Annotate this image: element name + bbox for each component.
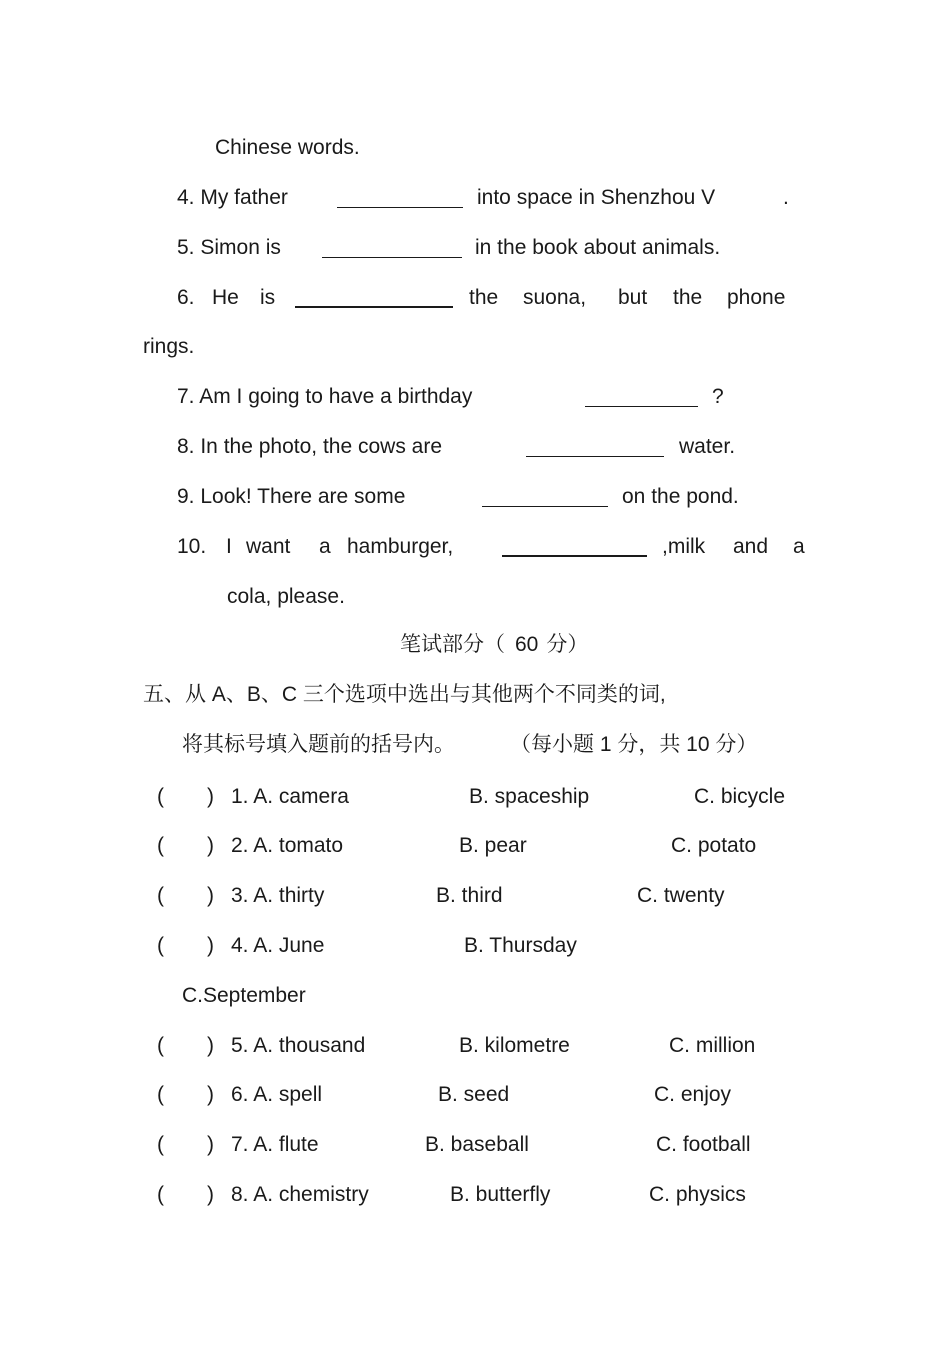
answer-bracket-close[interactable]: ): [207, 834, 214, 857]
section-title-label: 笔试部分（: [400, 633, 505, 656]
q10-continuation: cola, please.: [227, 585, 345, 608]
part5-score-note: （每小题 1 分，共 10 分）: [510, 733, 758, 756]
section-title: [400, 634, 588, 655]
answer-bracket-close[interactable]: ): [207, 1034, 214, 1057]
option-c: C. million: [669, 1034, 756, 1057]
part5-instruction: 将其标号填入题前的括号内。: [182, 733, 455, 756]
option-b: B. baseball: [425, 1133, 529, 1156]
q9-answer-blank[interactable]: [482, 506, 608, 507]
q10-answer-blank[interactable]: [502, 555, 647, 557]
section-points-unit: 分）: [546, 633, 589, 656]
q7-prompt: 7. Am I going to have a birthday: [177, 385, 473, 408]
q10-word: a: [319, 535, 331, 558]
q4-prompt: 4. My father: [177, 186, 288, 209]
q9-prompt: 9. Look! There are some: [177, 485, 406, 508]
option-b: B. kilometre: [459, 1034, 570, 1057]
q5-answer-blank[interactable]: [322, 257, 462, 258]
q7-answer-blank[interactable]: [585, 406, 698, 407]
answer-bracket-close[interactable]: ): [207, 884, 214, 907]
q5-rest: in the book about animals.: [475, 236, 721, 259]
q6-word: is: [260, 286, 276, 309]
q6-word: suona,: [523, 286, 587, 309]
q4-answer-blank[interactable]: [337, 207, 463, 208]
instruction-continuation: Chinese words.: [215, 136, 360, 159]
part5-heading: 五、从 A、B、C 三个选项中选出与其他两个不同类的词,: [143, 683, 666, 706]
q10-word: a: [793, 535, 805, 558]
q6-word: He: [212, 286, 239, 309]
option-b: B. butterfly: [450, 1183, 551, 1206]
q8-answer-blank[interactable]: [526, 456, 664, 457]
section-points: 60: [515, 633, 539, 656]
answer-bracket-open[interactable]: (: [157, 1034, 164, 1057]
option-b: B. pear: [459, 834, 527, 857]
answer-bracket-open[interactable]: (: [157, 785, 164, 808]
option-c: C.September: [182, 984, 306, 1007]
option-b: B. third: [436, 884, 503, 907]
q10-word: 10.: [177, 535, 207, 558]
option-a: 8. A. chemistry: [231, 1183, 369, 1206]
answer-bracket-close[interactable]: ): [207, 785, 214, 808]
answer-bracket-close[interactable]: ): [207, 1133, 214, 1156]
q7-end: ?: [712, 385, 724, 408]
option-c: C. physics: [649, 1183, 746, 1206]
q6-word: 6.: [177, 286, 195, 309]
option-a: 6. A. spell: [231, 1083, 323, 1106]
option-a: 2. A. tomato: [231, 834, 344, 857]
option-a: 3. A. thirty: [231, 884, 325, 907]
option-a: 7. A. flute: [231, 1133, 319, 1156]
q6-continuation: rings.: [143, 335, 195, 358]
option-a: 5. A. thousand: [231, 1034, 366, 1057]
q9-rest: on the pond.: [622, 485, 739, 508]
answer-bracket-close[interactable]: ): [207, 934, 214, 957]
q4-rest: into space in Shenzhou V: [477, 186, 716, 209]
q8-prompt: 8. In the photo, the cows are: [177, 435, 443, 458]
option-b: B. seed: [438, 1083, 510, 1106]
q10-word: want: [246, 535, 291, 558]
option-b: B. spaceship: [469, 785, 590, 808]
q4-period: .: [783, 186, 789, 209]
answer-bracket-open[interactable]: (: [157, 884, 164, 907]
q10-word: hamburger,: [347, 535, 454, 558]
option-c: C. bicycle: [694, 785, 786, 808]
q6-word: phone: [727, 286, 786, 309]
q6-word: but: [618, 286, 648, 309]
option-a: 1. A. camera: [231, 785, 349, 808]
option-a: 4. A. June: [231, 934, 325, 957]
q5-prompt: 5. Simon is: [177, 236, 281, 259]
q10-word: I: [226, 535, 232, 558]
answer-bracket-open[interactable]: (: [157, 834, 164, 857]
q6-answer-blank[interactable]: [295, 306, 453, 308]
answer-bracket-close[interactable]: ): [207, 1083, 214, 1106]
option-c: C. potato: [671, 834, 757, 857]
option-c: C. twenty: [637, 884, 725, 907]
option-c: C. football: [656, 1133, 751, 1156]
answer-bracket-open[interactable]: (: [157, 934, 164, 957]
q10-word: ,milk: [662, 535, 706, 558]
answer-bracket-open[interactable]: (: [157, 1133, 164, 1156]
answer-bracket-open[interactable]: (: [157, 1083, 164, 1106]
q6-word: the: [469, 286, 499, 309]
option-c: C. enjoy: [654, 1083, 732, 1106]
q6-word: the: [673, 286, 703, 309]
answer-bracket-close[interactable]: ): [207, 1183, 214, 1206]
option-b: B. Thursday: [464, 934, 577, 957]
q10-word: and: [733, 535, 769, 558]
answer-bracket-open[interactable]: (: [157, 1183, 164, 1206]
q8-rest: water.: [679, 435, 736, 458]
